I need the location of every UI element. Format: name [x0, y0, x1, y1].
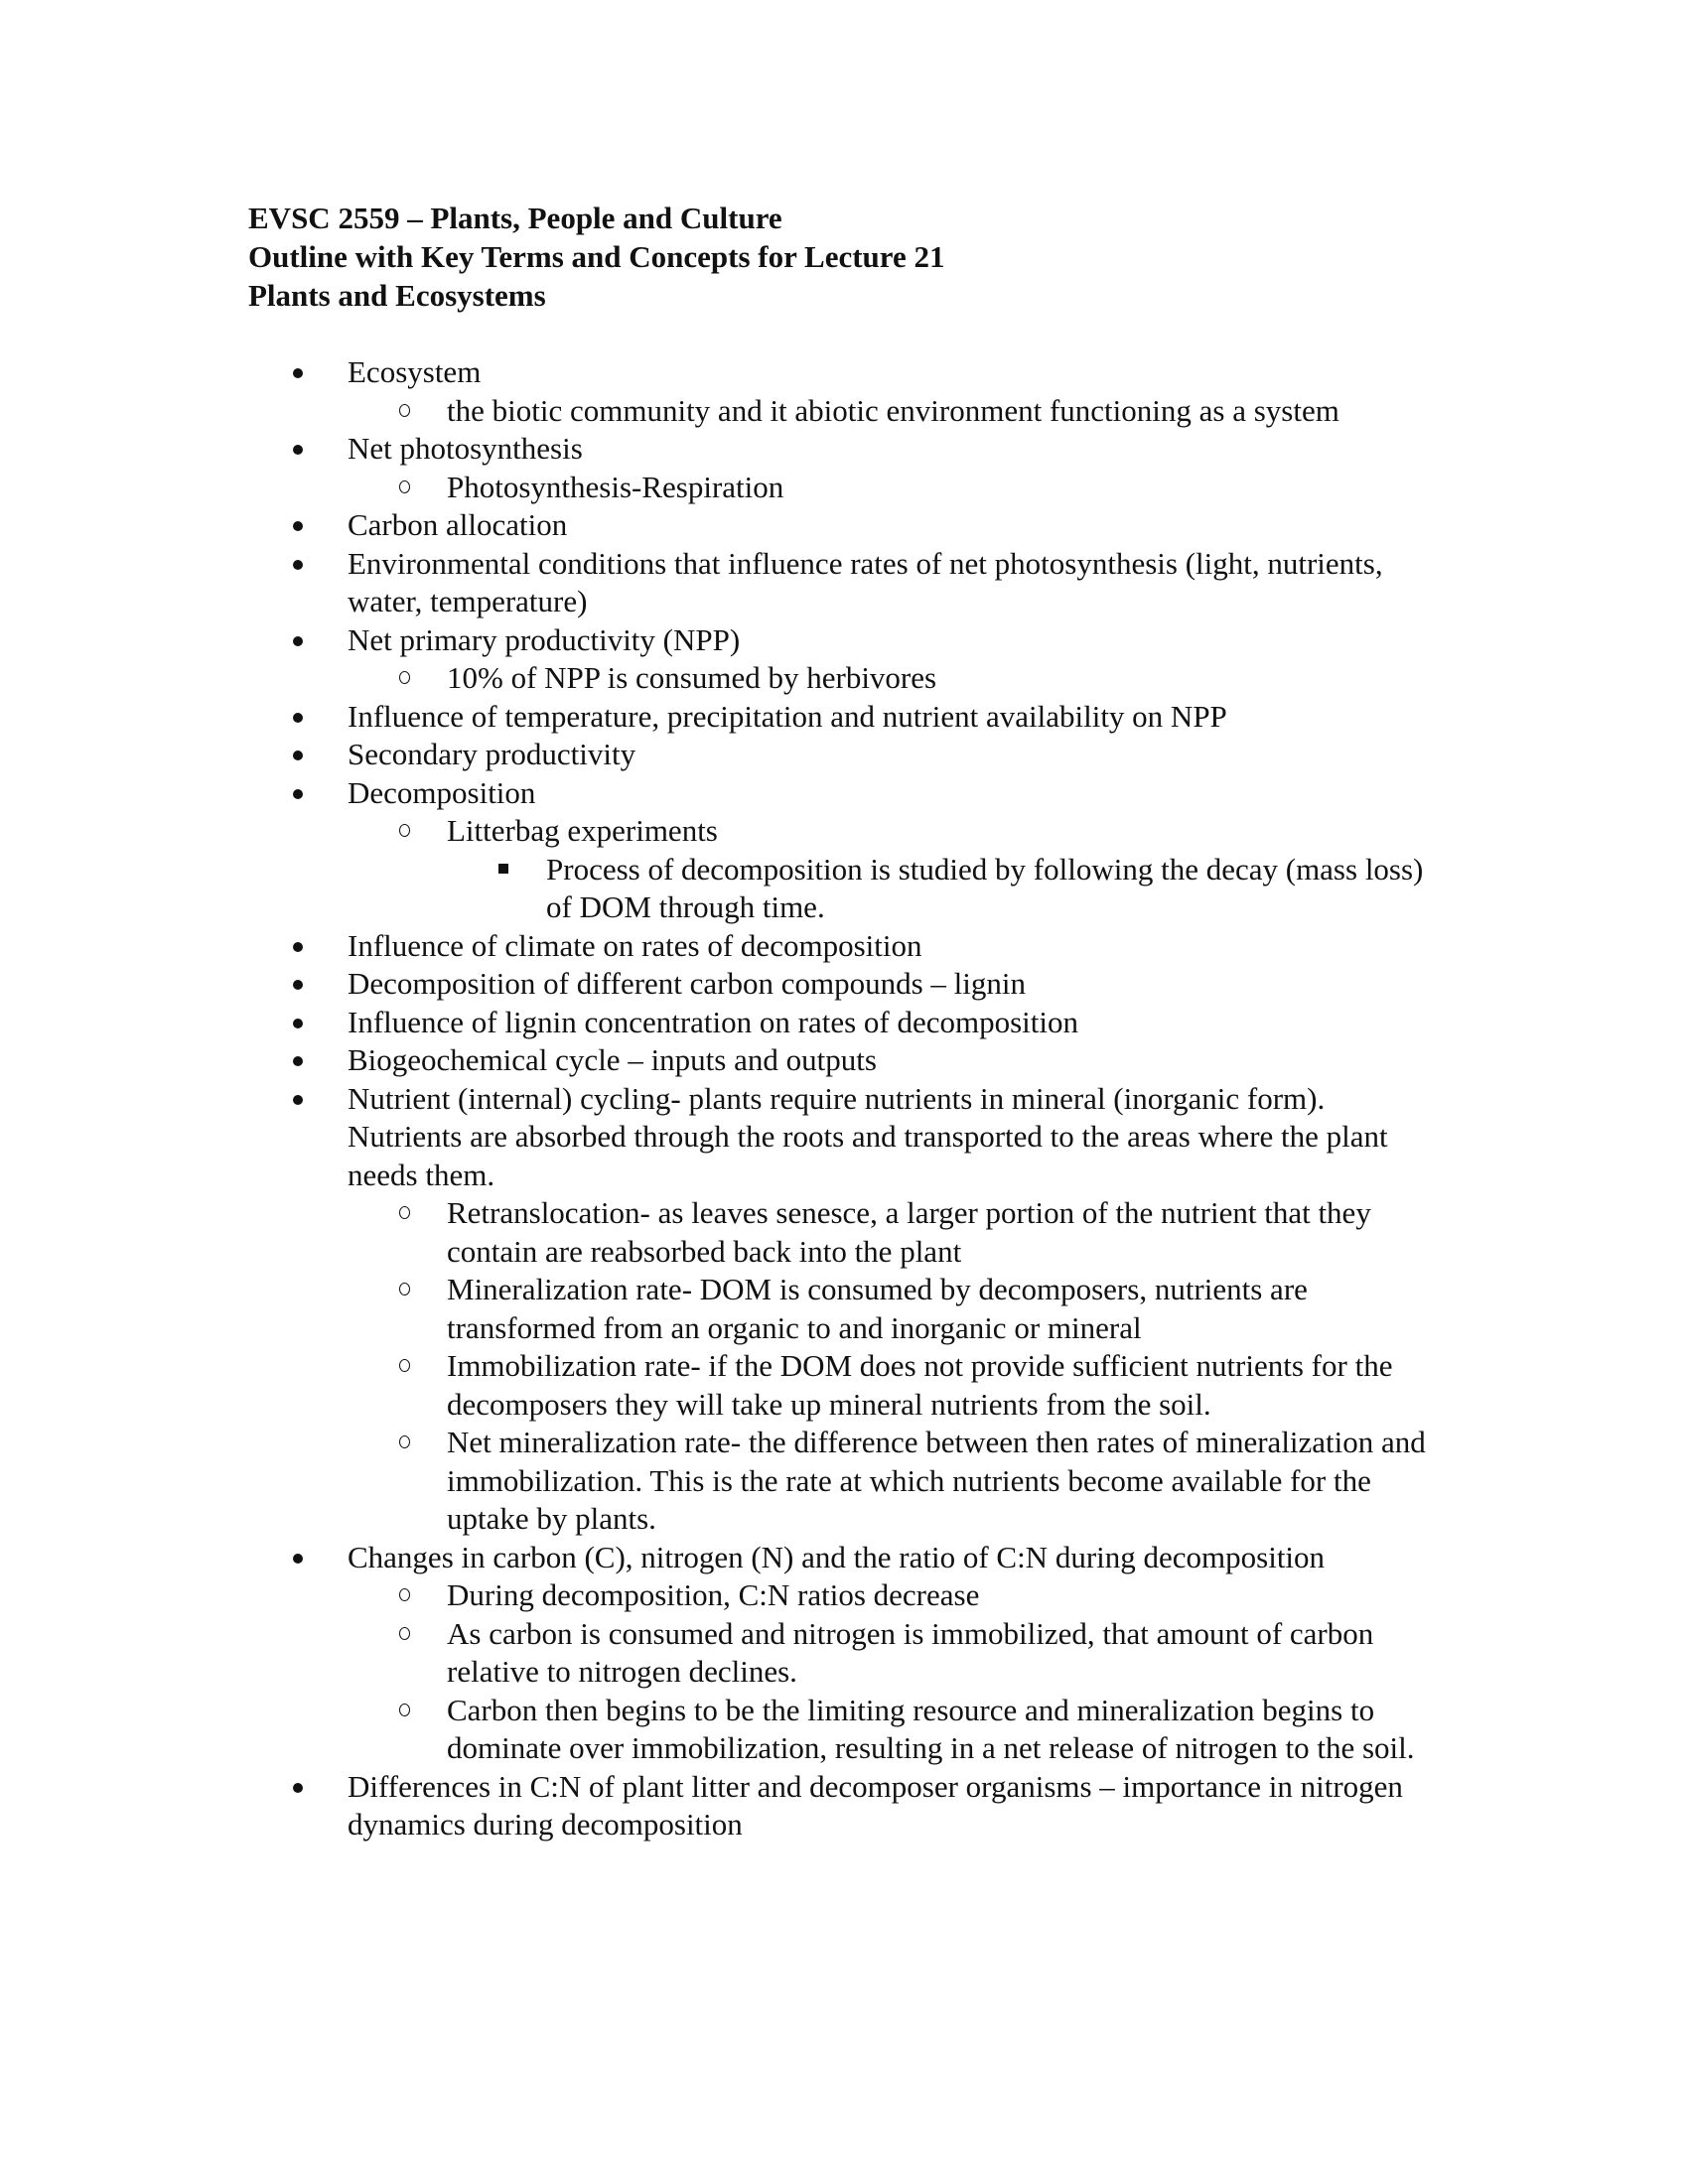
- bullet-icon: [293, 560, 303, 570]
- outline-item-text: Changes in carbon (C), nitrogen (N) and the ratio of C:N during decomposition: [348, 1539, 1326, 1574]
- outline-item-text: Differences in C:N of plant litter and decomposer organisms – importance in nitrogen dynamics during decomposition: [348, 1768, 1403, 1842]
- outline-item-text: Biogeochemical cycle – inputs and outputs: [348, 1042, 877, 1077]
- hollow-circle-bullet-icon: [399, 1206, 410, 1219]
- outline-subsubitem: [248, 851, 1440, 927]
- outline-item-text: Influence of lignin concentration on rates of decomposition: [348, 1004, 1079, 1039]
- bullet-icon: [293, 636, 303, 646]
- outline-subitem: [248, 1194, 1440, 1271]
- outline-item-text: Net photosynthesis: [348, 431, 583, 466]
- outline-subitem: [248, 1271, 1440, 1347]
- bullet-icon: [293, 713, 303, 723]
- bullet-icon: [293, 368, 303, 378]
- outline-subitem: [248, 1424, 1440, 1539]
- outline-subitem: [248, 1692, 1440, 1768]
- outline-item-carbon-allocation: [248, 506, 1440, 545]
- outline-item-text: Secondary productivity: [348, 737, 636, 771]
- bullet-icon: [293, 1554, 303, 1564]
- outline-item-npp-influences: [248, 698, 1440, 737]
- outline-subitem-text: the biotic community and it abiotic environment functioning as a system: [447, 392, 1339, 428]
- course-title: EVSC 2559 – Plants, People and Culture: [248, 201, 782, 235]
- outline-subitem: [248, 659, 1440, 698]
- outline-item-text: Decomposition of different carbon compounds – lignin: [348, 966, 1027, 1001]
- lecture-outline: [248, 353, 1440, 1844]
- outline-item-text: Influence of climate on rates of decomposition: [348, 927, 922, 963]
- square-bullet-icon: [498, 864, 508, 874]
- hollow-circle-bullet-icon: [399, 404, 410, 417]
- outline-item-carbon-compounds: [248, 965, 1440, 1004]
- outline-subitem: [248, 1576, 1440, 1615]
- hollow-circle-bullet-icon: [399, 1627, 410, 1640]
- document-header: [248, 199, 945, 315]
- outline-item-text: Decomposition: [348, 774, 536, 810]
- outline-item-text: Influence of temperature, precipitation and nutrient availability on NPP: [348, 698, 1227, 734]
- outline-title: Outline with Key Terms and Concepts for Lecture 21: [248, 239, 945, 274]
- outline-subitem: [248, 469, 1440, 507]
- outline-item-net-photosynthesis: [248, 430, 1440, 506]
- bullet-icon: [293, 1056, 303, 1066]
- hollow-circle-bullet-icon: [399, 1435, 410, 1448]
- outline-subitem-text: Immobilization rate- if the DOM does not provide sufficient nutrients for the decomposers they will take up mineral nutrients from the soil.: [447, 1348, 1393, 1422]
- bullet-icon: [293, 942, 303, 952]
- outline-subitem-text: As carbon is consumed and nitrogen is immobilized, that amount of carbon relative to nitrogen declines.: [447, 1615, 1374, 1689]
- bullet-icon: [293, 1783, 303, 1793]
- outline-subitem: [248, 1615, 1440, 1692]
- bullet-icon: [293, 521, 303, 531]
- outline-item-nutrient-cycling: [248, 1080, 1440, 1539]
- outline-item-cn-changes: [248, 1539, 1440, 1768]
- outline-item-text: Ecosystem: [348, 354, 482, 389]
- bullet-icon: [293, 445, 303, 455]
- outline-subitem: [248, 1347, 1440, 1424]
- outline-subitem-text: Retranslocation- as leaves senesce, a larger portion of the nutrient that they contain are reabsorbed back into the plant: [447, 1195, 1371, 1269]
- outline-item-environmental-conditions: [248, 545, 1440, 621]
- hollow-circle-bullet-icon: [399, 824, 410, 837]
- outline-subitem-text: During decomposition, C:N ratios decrease: [447, 1577, 980, 1612]
- outline-item-ecosystem: [248, 353, 1440, 430]
- bullet-icon: [293, 1095, 303, 1105]
- outline-subitem-text: Mineralization rate- DOM is consumed by decomposers, nutrients are transformed from an organic to and inorganic or mineral: [447, 1272, 1308, 1345]
- outline-item-decomposition: [248, 774, 1440, 927]
- outline-subitem-text: Litterbag experiments: [447, 813, 718, 848]
- outline-subitem: [248, 392, 1440, 431]
- bullet-icon: [293, 789, 303, 799]
- hollow-circle-bullet-icon: [399, 671, 410, 684]
- bullet-icon: [293, 1019, 303, 1028]
- hollow-circle-bullet-icon: [399, 1359, 410, 1372]
- outline-item-lignin-concentration: [248, 1004, 1440, 1042]
- outline-item-text: Environmental conditions that influence rates of net photosynthesis (light, nutrients, water, temperature): [348, 545, 1383, 618]
- topic-title: Plants and Ecosystems: [248, 278, 546, 313]
- hollow-circle-bullet-icon: [399, 1704, 410, 1716]
- bullet-icon: [293, 980, 303, 990]
- outline-item-cn-differences: [248, 1768, 1440, 1844]
- outline-item-biogeochemical-cycle: [248, 1041, 1440, 1080]
- outline-item-text: Net primary productivity (NPP): [348, 621, 741, 657]
- hollow-circle-bullet-icon: [399, 480, 410, 493]
- hollow-circle-bullet-icon: [399, 1588, 410, 1601]
- outline-subitem-text: Net mineralization rate- the difference between then rates of mineralization and immobilization. This is the rate at which nutrients become available for the uptake by plants.: [447, 1425, 1426, 1536]
- outline-item-npp: [248, 621, 1440, 698]
- outline-item-secondary-productivity: [248, 736, 1440, 774]
- outline-subitem: [248, 812, 1440, 927]
- outline-item-text: Nutrient (internal) cycling- plants require nutrients in mineral (inorganic form). Nutrients are absorbed through the roots and transported to the areas where the plant needs them.: [348, 1080, 1388, 1192]
- outline-item-climate-influence: [248, 927, 1440, 966]
- outline-subitem-text: Carbon then begins to be the limiting resource and mineralization begins to dominate over immobilization, resulting in a net release of nitrogen to the soil.: [447, 1692, 1415, 1765]
- hollow-circle-bullet-icon: [399, 1283, 410, 1296]
- outline-subsubitem-text: Process of decomposition is studied by following the decay (mass loss) of DOM through time.: [546, 851, 1424, 924]
- outline-subitem-text: 10% of NPP is consumed by herbivores: [447, 660, 937, 695]
- bullet-icon: [293, 751, 303, 760]
- outline-item-text: Carbon allocation: [348, 507, 568, 542]
- outline-subitem-text: Photosynthesis-Respiration: [447, 469, 784, 504]
